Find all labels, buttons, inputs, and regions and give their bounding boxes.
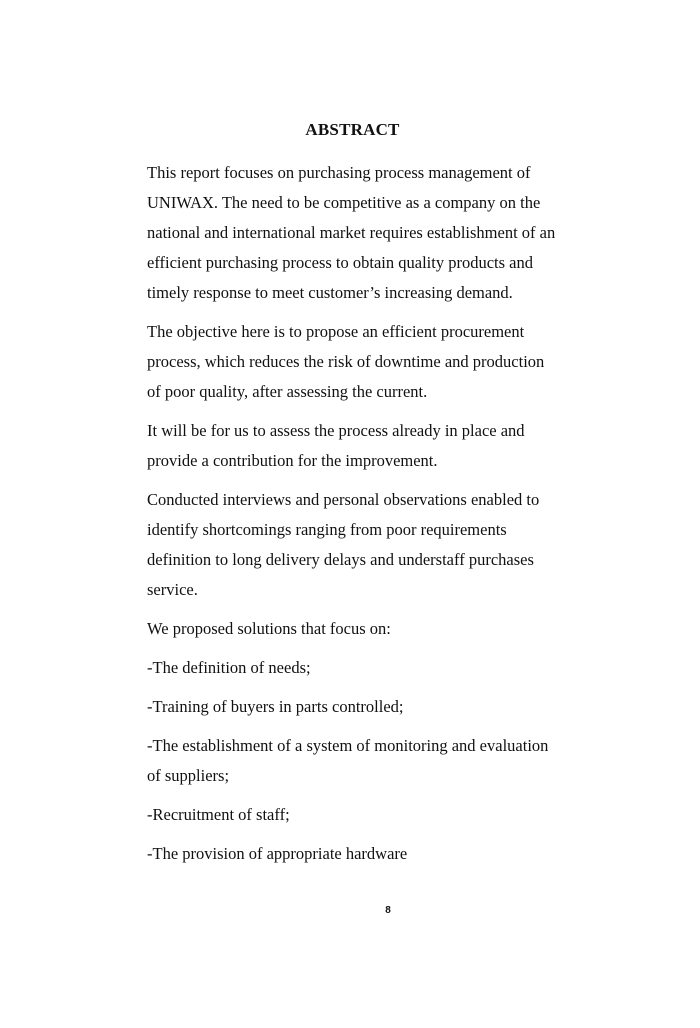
text-line: national and international market requires establishment of an — [147, 223, 556, 242]
paragraph-objective — [147, 317, 567, 407]
solution-item — [147, 839, 567, 869]
text-line: identify shortcomings ranging from poor requirements — [147, 520, 507, 539]
paragraph-solutions-intro — [147, 614, 567, 644]
text-line: of poor quality, after assessing the current. — [147, 382, 428, 401]
text-line: of suppliers; — [147, 766, 230, 785]
paragraph-intro — [147, 158, 567, 308]
solution-item — [147, 731, 567, 791]
text-line: It will be for us to assess the process already in place and — [147, 421, 525, 440]
text-line: We proposed solutions that focus on: — [147, 619, 391, 638]
text-line: -The provision of appropriate hardware — [147, 844, 408, 863]
text-line: -Training of buyers in parts controlled; — [147, 697, 404, 716]
page-number: 8 — [385, 905, 391, 916]
solution-item — [147, 653, 567, 683]
abstract-body — [147, 158, 567, 878]
text-line: efficient purchasing process to obtain quality products and — [147, 253, 533, 272]
text-line: service. — [147, 580, 198, 599]
text-line: Conducted interviews and personal observations enabled to — [147, 490, 540, 509]
text-line: -The definition of needs; — [147, 658, 311, 677]
text-line: timely response to meet customer’s increasing demand. — [147, 283, 513, 302]
text-line: This report focuses on purchasing process management of — [147, 163, 531, 182]
text-line: process, which reduces the risk of downtime and production — [147, 352, 545, 371]
text-line: -The establishment of a system of monitoring and evaluation — [147, 736, 549, 755]
text-line: The objective here is to propose an efficient procurement — [147, 322, 525, 341]
text-line: definition to long delivery delays and understaff purchases — [147, 550, 534, 569]
text-line: provide a contribution for the improvement. — [147, 451, 438, 470]
text-line: UNIWAX. The need to be competitive as a company on the — [147, 193, 541, 212]
page-title: ABSTRACT — [305, 120, 400, 139]
paragraph-findings — [147, 485, 567, 605]
solution-item — [147, 692, 567, 722]
text-line: -Recruitment of staff; — [147, 805, 290, 824]
paragraph-assessment — [147, 416, 567, 476]
solution-item — [147, 800, 567, 830]
